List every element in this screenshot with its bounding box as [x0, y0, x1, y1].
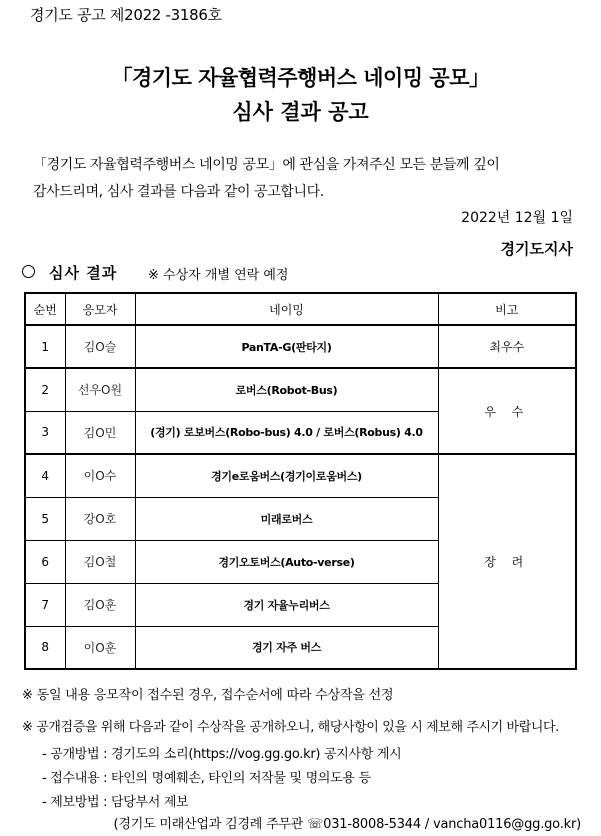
row-naming: 경기 자주 버스: [135, 626, 438, 669]
header-applicant: 응모자: [65, 293, 135, 325]
table-row: [25, 454, 576, 497]
row-applicant: 김O철: [65, 540, 135, 583]
row-naming: 미래로버스: [135, 497, 438, 540]
row-no: 8: [25, 626, 65, 669]
row-applicant: 김O민: [65, 411, 135, 454]
document-title: 「경기도 자율협력주행버스 네이밍 공모」: [111, 66, 490, 90]
remark-grand-prize: 최우수: [438, 325, 576, 368]
row-naming: 경기 자율누리버스: [135, 583, 438, 626]
disclosure-method: - 공개방법 : 경기도의 소리(https://vog.gg.go.kr) 공지사항 게시: [42, 747, 402, 762]
row-naming: PanTA-G(판타지): [135, 325, 438, 368]
row-naming: (경기) 로보버스(Robo-bus) 4.0 / 로버스(Robus) 4.0: [135, 411, 438, 454]
intro-text-line1: 「경기도 자율협력주행버스 네이밍 공모」에 관심을 가져주신 모든 분들께 깊이: [33, 157, 500, 173]
remark-encouragement: 장 려: [438, 454, 576, 669]
row-applicant: 이O훈: [65, 626, 135, 669]
row-applicant: 선우O원: [65, 368, 135, 411]
intro-text-line2: 감사드리며, 심사 결과를 다음과 같이 공고합니다.: [33, 184, 324, 200]
row-naming: 경기오토버스(Auto-verse): [135, 540, 438, 583]
results-table: [24, 292, 577, 670]
row-no: 3: [25, 411, 65, 454]
header-naming: 네이밍: [135, 293, 438, 325]
header-remarks: 비고: [438, 293, 576, 325]
row-naming: 경기e로움버스(경기이로움버스): [135, 454, 438, 497]
section-bullet-icon: [22, 265, 35, 278]
contact-info: (경기도 미래산업과 김경례 주무관 ☏031-8008-5344 / vancha0116@gg.go.kr): [113, 817, 581, 832]
notice-number: 경기도 공고 제2022 -3186호: [30, 6, 222, 24]
row-no: 2: [25, 368, 65, 411]
notice-date: 2022년 12월 1일: [461, 210, 573, 226]
row-no: 4: [25, 454, 65, 497]
note-verification: ※ 공개검증을 위해 다음과 같이 수상작을 공개하오니, 해당사항이 있을 시 제보해 주시기 바랍니다.: [22, 720, 559, 735]
row-applicant: 김O슬: [65, 325, 135, 368]
header-no: 순번: [25, 293, 65, 325]
row-no: 7: [25, 583, 65, 626]
remark-excellence: 우 수: [438, 368, 576, 454]
table-row: [25, 325, 576, 368]
row-applicant: 김O훈: [65, 583, 135, 626]
report-method: - 제보방법 : 담당부서 제보: [42, 795, 189, 810]
document-subtitle: 심사 결과 공고: [232, 100, 369, 124]
row-no: 1: [25, 325, 65, 368]
row-naming: 로버스(Robot-Bus): [135, 368, 438, 411]
report-content: - 접수내용 : 타인의 명예훼손, 타인의 저작물 및 명의도용 등: [42, 771, 371, 786]
table-header-row: [25, 293, 576, 325]
section-note: ※ 수상자 개별 연락 예정: [148, 268, 289, 283]
signer: 경기도지사: [500, 240, 573, 258]
row-applicant: 강O호: [65, 497, 135, 540]
table-row: [25, 368, 576, 411]
note-duplicate: ※ 동일 내용 응모작이 접수된 경우, 접수순서에 따라 수상작을 선정: [22, 688, 394, 703]
row-no: 6: [25, 540, 65, 583]
row-applicant: 이O수: [65, 454, 135, 497]
section-title: 심사 결과: [49, 264, 118, 282]
row-no: 5: [25, 497, 65, 540]
